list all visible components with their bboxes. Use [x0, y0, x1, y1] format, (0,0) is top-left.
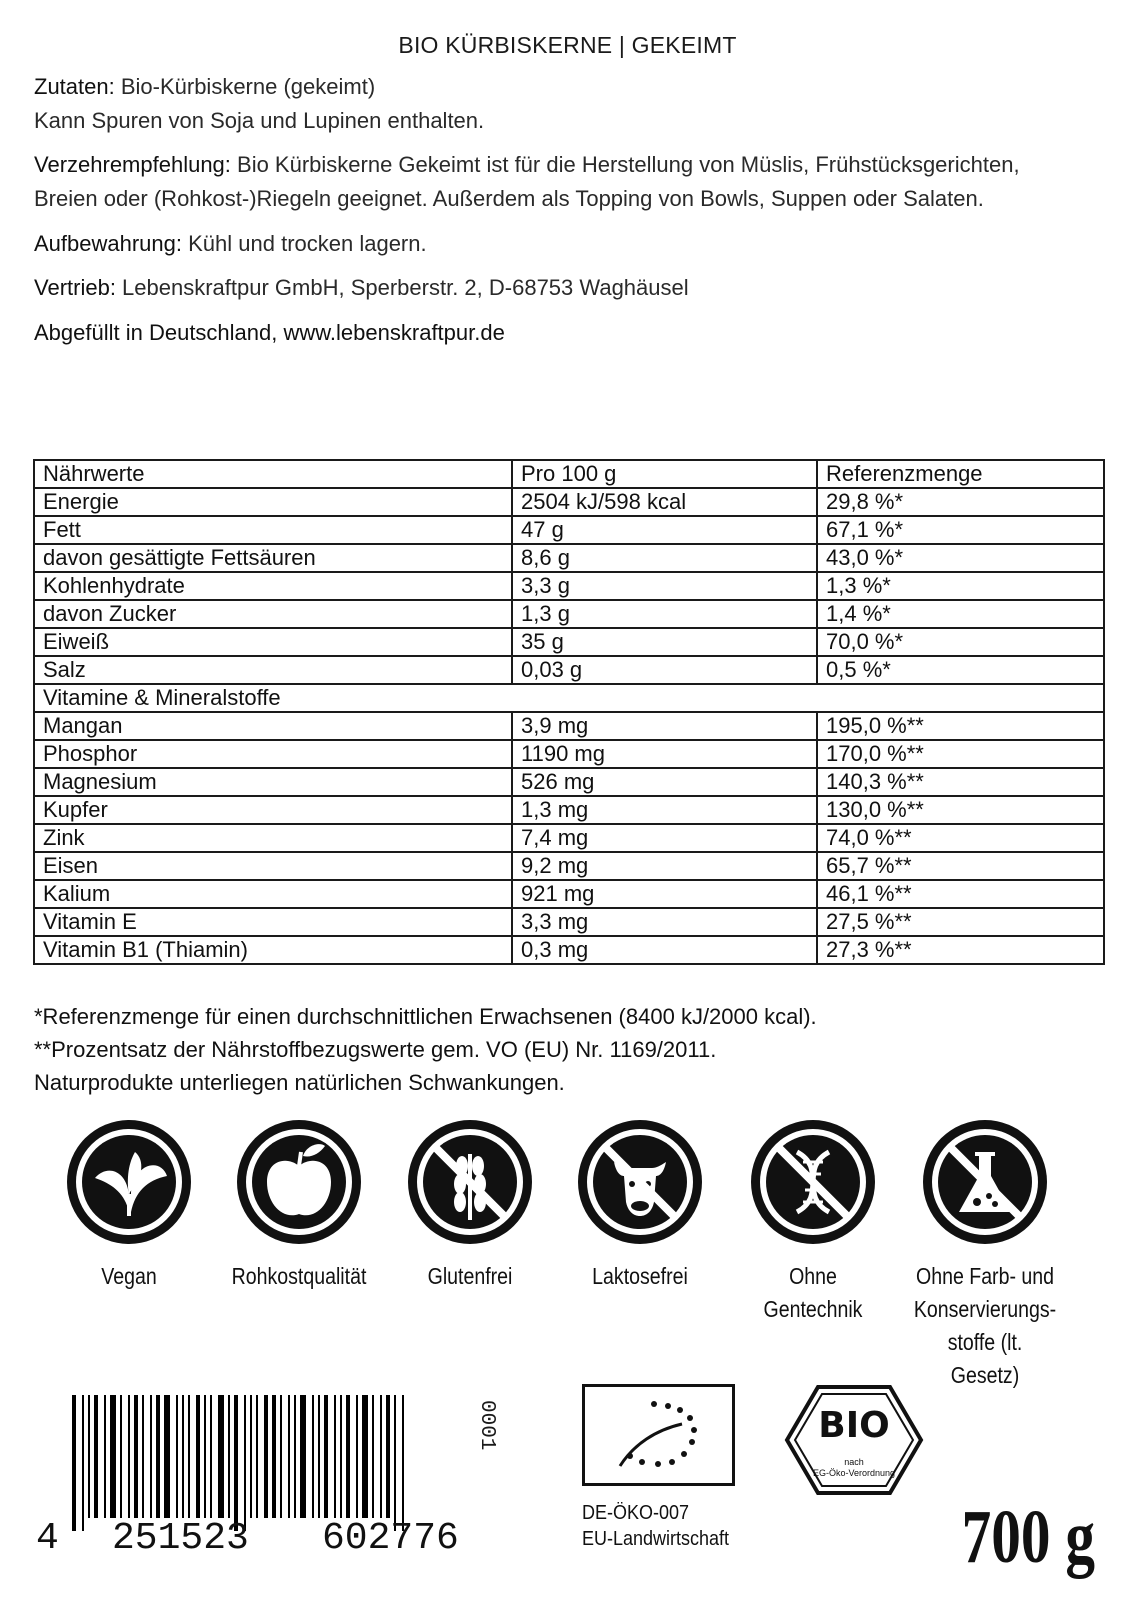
per-100g-cell: 0,3 mg [512, 936, 817, 964]
table-row [34, 880, 1104, 908]
per-100g-cell: 526 mg [512, 768, 817, 796]
nutrient-name-cell: Phosphor [34, 740, 512, 768]
reference-cell: 67,1 %* [817, 516, 1104, 544]
barcode-bar [228, 1395, 230, 1518]
nutrient-name-cell: davon gesättigte Fettsäuren [34, 544, 512, 572]
barcode-bar [380, 1395, 382, 1518]
barcode-bar [150, 1395, 152, 1518]
product-title: BIO KÜRBISKERNE | GEKEIMT [398, 32, 737, 58]
per-100g-cell: 3,3 g [512, 572, 817, 600]
barcode-bar [324, 1395, 328, 1518]
barcode-bar [280, 1395, 282, 1518]
section-label-cell: Vitamine & Mineralstoffe [34, 684, 1104, 712]
table-row [34, 712, 1104, 740]
barcode-bar [334, 1395, 336, 1518]
nutrient-name-cell: Fett [34, 516, 512, 544]
distribution-line [34, 271, 689, 305]
caption-line: Konservierungs- [913, 1296, 1057, 1322]
eu-organic-leaf-icon [582, 1384, 735, 1486]
nutrition-table [33, 459, 1105, 965]
barcode-bar [88, 1395, 90, 1518]
barcode-bar [94, 1395, 98, 1518]
barcode-bar [362, 1395, 368, 1518]
badge-caption-additives [913, 1260, 1058, 1392]
nutrient-name-cell: Vitamin E [34, 908, 512, 936]
nutrient-name-cell: Kupfer [34, 796, 512, 824]
per-100g-cell: 0,03 g [512, 656, 817, 684]
reference-cell: 65,7 %** [817, 852, 1104, 880]
reference-cell: 74,0 %** [817, 824, 1104, 852]
barcode-bar [196, 1395, 200, 1518]
nutrient-name-cell: Eiweiß [34, 628, 512, 656]
caption-line: Ohne [789, 1263, 837, 1289]
nutrient-name-cell: Mangan [34, 712, 512, 740]
no-gluten-wheat-icon [404, 1116, 536, 1248]
barcode-bar [394, 1395, 396, 1531]
footnote-natural: Naturprodukte unterliegen natürlichen Schwankungen. [34, 1070, 565, 1095]
barcode-bar [386, 1395, 390, 1518]
reference-cell: 170,0 %** [817, 740, 1104, 768]
barcode-bar [288, 1395, 290, 1518]
caption-line: Rohkostqualität [231, 1263, 367, 1289]
badge-caption-gmo [741, 1260, 886, 1326]
per-100g-cell: 921 mg [512, 880, 817, 908]
barcode-side-number: 0001 [475, 1400, 498, 1451]
reference-cell: 1,4 %* [817, 600, 1104, 628]
recommendation-line [34, 148, 1020, 182]
barcode-bar [82, 1395, 84, 1531]
per-100g-cell: 9,2 mg [512, 852, 817, 880]
net-weight: 700 g [961, 1495, 1095, 1579]
nutrient-name-cell: Eisen [34, 852, 512, 880]
bio-seal-text: BIO [818, 1405, 890, 1446]
per-100g-cell: 1190 mg [512, 740, 817, 768]
table-row [34, 628, 1104, 656]
barcode-bar [234, 1395, 238, 1531]
storage-line [34, 227, 427, 261]
reference-cell: 43,0 %* [817, 544, 1104, 572]
reference-cell: 0,5 %* [817, 656, 1104, 684]
nutrient-name-cell: Kalium [34, 880, 512, 908]
nutrient-name-cell: Zink [34, 824, 512, 852]
per-100g-cell: 7,4 mg [512, 824, 817, 852]
table-header-row [34, 460, 1104, 488]
cert-code: DE-ÖKO-007 [582, 1502, 690, 1524]
reference-cell: 140,3 %** [817, 768, 1104, 796]
barcode-bar [318, 1395, 320, 1518]
nutrient-name-cell: davon Zucker [34, 600, 512, 628]
barcode-bar [250, 1395, 252, 1518]
reference-cell: Referenzmenge [817, 460, 1104, 488]
barcode-bar [402, 1395, 404, 1531]
footnote-nrv: **Prozentsatz der Nährstoffbezugswerte gem. VO (EU) Nr. 1169/2011. [34, 1037, 717, 1062]
reference-cell: 29,8 %* [817, 488, 1104, 516]
table-row [34, 796, 1104, 824]
caption-line: Vegan [101, 1263, 157, 1289]
per-100g-cell: 8,6 g [512, 544, 817, 572]
table-row [34, 908, 1104, 936]
bottled-line: Abgefüllt in Deutschland, www.lebenskraftpur.de [34, 320, 505, 345]
badge-caption-raw [227, 1260, 372, 1293]
footnote-reference: *Referenzmenge für einen durchschnittlichen Erwachsenen (8400 kJ/2000 kcal). [34, 1004, 817, 1029]
reference-cell: 27,5 %** [817, 908, 1104, 936]
caption-line: Ohne Farb- und [915, 1263, 1055, 1289]
table-section-row [34, 684, 1104, 712]
barcode-bar [176, 1395, 178, 1518]
per-100g-cell: 1,3 mg [512, 796, 817, 824]
distribution-value: Lebenskraftpur GmbH, Sperberstr. 2, D-68753 Waghäusel [115, 275, 689, 300]
barcode-bar [110, 1395, 116, 1518]
table-row [34, 740, 1104, 768]
nutrient-name-cell: Salz [34, 656, 512, 684]
nutrient-name-cell: Nährwerte [34, 460, 512, 488]
barcode-bar [72, 1395, 76, 1531]
barcode-bar [340, 1395, 342, 1518]
reference-cell: 27,3 %** [817, 936, 1104, 964]
reference-cell: 1,3 %* [817, 572, 1104, 600]
nutrient-name-cell: Magnesium [34, 768, 512, 796]
caption-line: Laktosefrei [592, 1263, 688, 1289]
badge-caption-lactose [568, 1260, 713, 1293]
badge-caption-gluten [398, 1260, 543, 1293]
recommendation-key: Verzehrempfehlung: [34, 152, 231, 177]
barcode-bar [128, 1395, 130, 1518]
barcode-bar [104, 1395, 106, 1518]
barcode-bar [244, 1395, 246, 1531]
reference-cell: 195,0 %** [817, 712, 1104, 740]
barcode-bar [164, 1395, 170, 1518]
no-lactose-cow-icon [574, 1116, 706, 1248]
vegan-leaves-icon [63, 1116, 195, 1248]
barcode-digits-left: 251523 [112, 1517, 249, 1560]
barcode-bar [210, 1395, 212, 1518]
per-100g-cell: 1,3 g [512, 600, 817, 628]
recommendation-line-2: Breien oder (Rohkost-)Riegeln geeignet. Außerdem als Topping von Bowls, Suppen oder Salaten. [34, 186, 984, 211]
table-row [34, 516, 1104, 544]
table-row [34, 852, 1104, 880]
cert-origin: EU-Landwirtschaft [582, 1528, 730, 1550]
barcode-bar [156, 1395, 160, 1518]
reference-cell: 130,0 %** [817, 796, 1104, 824]
barcode-bar [356, 1395, 358, 1518]
reference-cell: 46,1 %** [817, 880, 1104, 908]
per-100g-cell: Pro 100 g [512, 460, 817, 488]
barcode-bar [372, 1395, 374, 1518]
barcode-bar [300, 1395, 306, 1518]
storage-key: Aufbewahrung: [34, 231, 182, 256]
ingredients-line [34, 70, 375, 104]
table-row [34, 656, 1104, 684]
no-gmo-dna-icon [747, 1116, 879, 1248]
nutrient-name-cell: Kohlenhydrate [34, 572, 512, 600]
barcode-bar [312, 1395, 314, 1518]
per-100g-cell: 3,3 mg [512, 908, 817, 936]
per-100g-cell: 2504 kJ/598 kcal [512, 488, 817, 516]
ingredients-value: Bio-Kürbiskerne (gekeimt) [114, 74, 376, 99]
barcode-bar [120, 1395, 122, 1518]
barcode-bar [134, 1395, 138, 1518]
barcode-digit-first: 4 [36, 1517, 59, 1560]
table-row [34, 600, 1104, 628]
per-100g-cell: 35 g [512, 628, 817, 656]
table-row [34, 544, 1104, 572]
storage-value: Kühl und trocken lagern. [182, 231, 427, 256]
bio-seal-small-2: EG-Öko-Verordnung [812, 1468, 896, 1478]
distribution-key: Vertrieb: [34, 275, 116, 300]
badge-caption-vegan [57, 1260, 202, 1293]
reference-cell: 70,0 %* [817, 628, 1104, 656]
table-row [34, 768, 1104, 796]
table-row [34, 936, 1104, 964]
barcode-bar [142, 1395, 144, 1518]
barcode-bar [218, 1395, 224, 1518]
ingredients-line-2: Kann Spuren von Soja und Lupinen enthalten. [34, 108, 485, 133]
table-row [34, 488, 1104, 516]
barcode-bar [294, 1395, 296, 1518]
barcode-bar [204, 1395, 206, 1518]
barcode-bar [346, 1395, 350, 1518]
per-100g-cell: 3,9 mg [512, 712, 817, 740]
caption-line: Glutenfrei [427, 1263, 513, 1289]
table-row [34, 572, 1104, 600]
barcode-bar [272, 1395, 276, 1518]
nutrient-name-cell: Vitamin B1 (Thiamin) [34, 936, 512, 964]
bio-seal-small-1: nach [844, 1457, 864, 1467]
apple-icon [233, 1116, 365, 1248]
ingredients-key: Zutaten: [34, 74, 115, 99]
per-100g-cell: 47 g [512, 516, 817, 544]
caption-line: Gentechnik [763, 1296, 863, 1322]
barcode-bar [188, 1395, 190, 1518]
barcode-digits-right: 602776 [322, 1517, 459, 1560]
caption-line: stoffe (lt. Gesetz) [947, 1329, 1023, 1388]
barcode-bar [256, 1395, 258, 1518]
no-additives-flask-icon [919, 1116, 1051, 1248]
recommendation-value: Bio Kürbiskerne Gekeimt ist für die Herstellung von Müslis, Frühstücksgerichten, [230, 152, 1020, 177]
barcode-bar [264, 1395, 268, 1518]
nutrient-name-cell: Energie [34, 488, 512, 516]
barcode-bar [182, 1395, 184, 1518]
table-row [34, 824, 1104, 852]
